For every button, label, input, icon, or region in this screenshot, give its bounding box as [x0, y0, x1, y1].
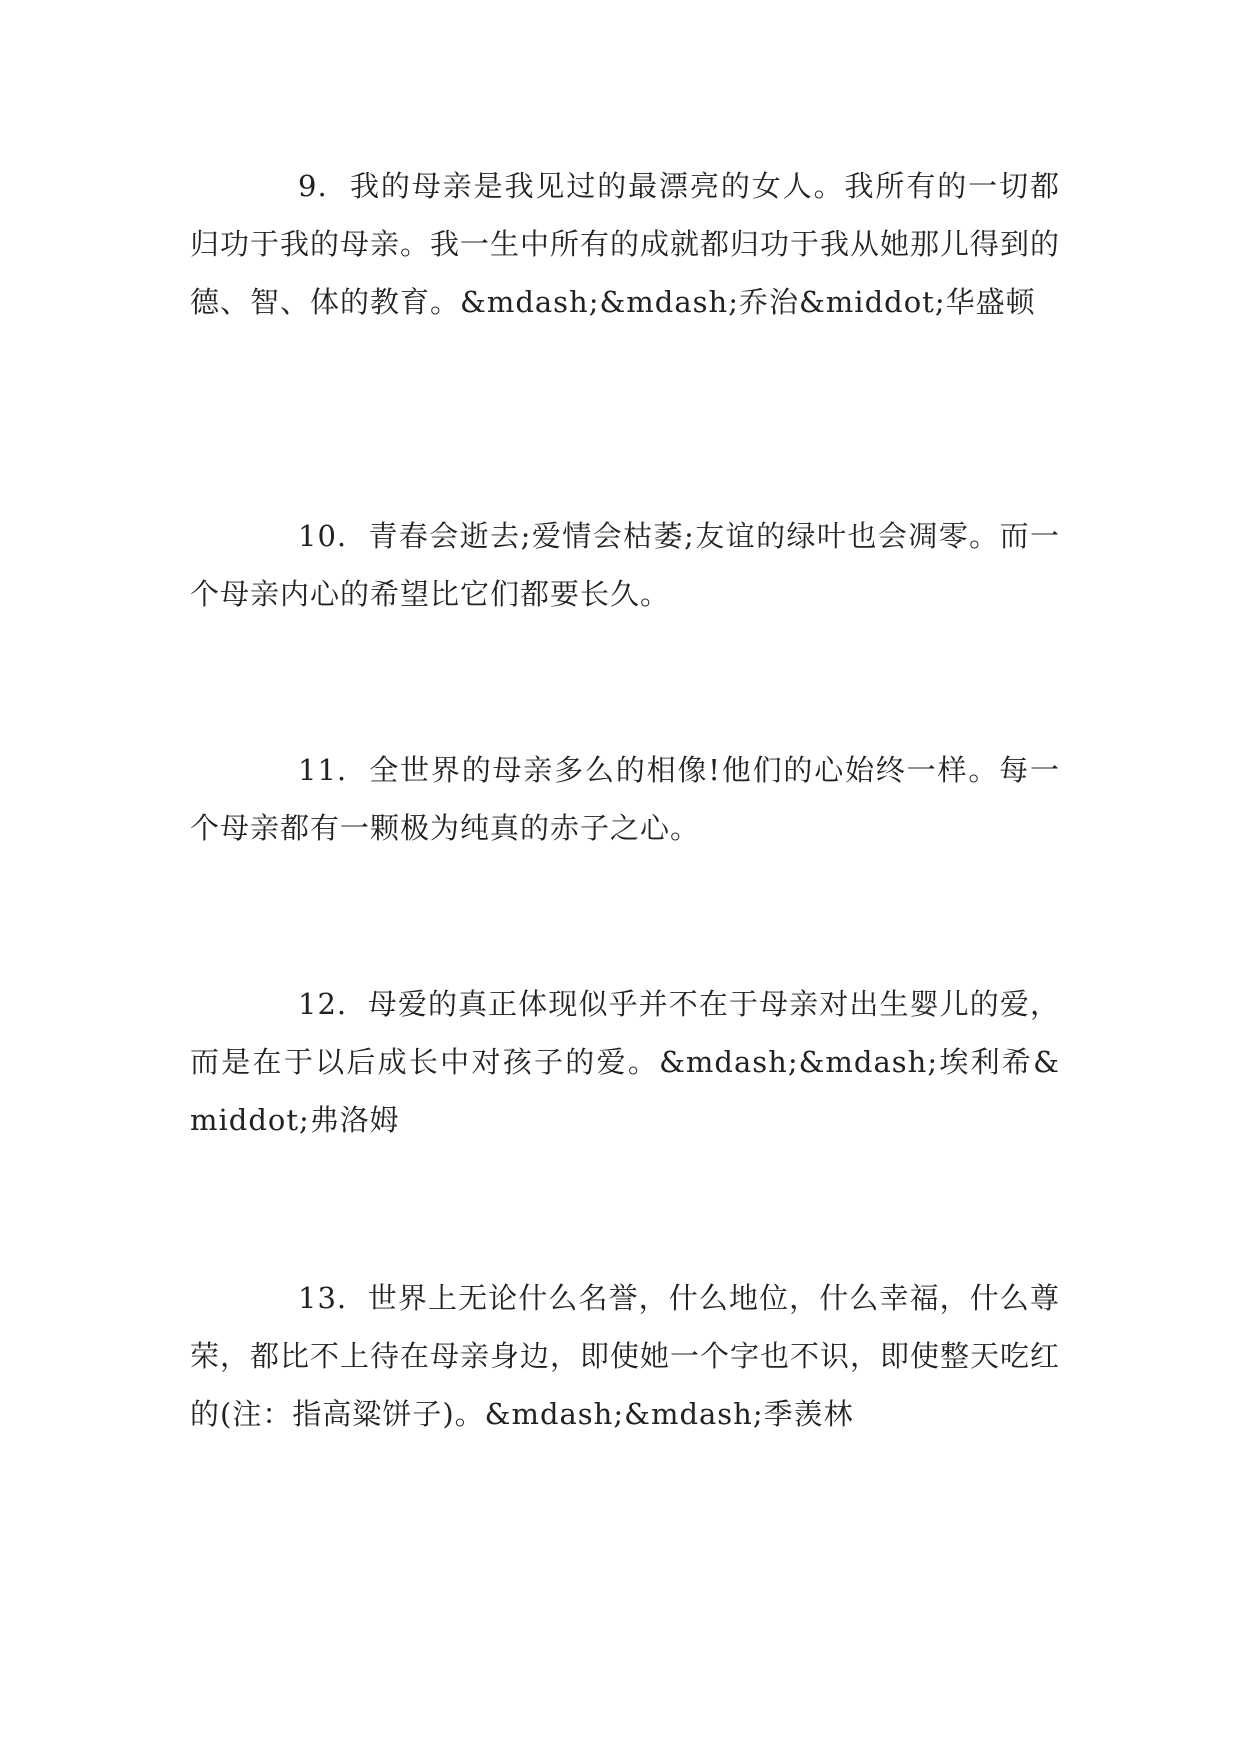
quote-text: 青春会逝去;爱情会枯萎;友谊的绿叶也会凋零。而一个母亲内心的希望比它们都要长久。 — [190, 519, 1060, 611]
quote-number: 12. — [298, 987, 348, 1021]
quote-text: 母爱的真正体现似乎并不在于母亲对出生婴儿的爱，而是在于以后成长中对孩子的爱。&mdash;&mdash;埃利希&middot;弗洛姆 — [190, 987, 1060, 1137]
quote-paragraph — [190, 741, 1060, 857]
quote-text: 全世界的母亲多么的相像!他们的心始终一样。每一个母亲都有一颗极为纯真的赤子之心。 — [190, 753, 1061, 845]
quote-number: 11. — [298, 753, 348, 787]
quote-text: 世界上无论什么名誉，什么地位，什么幸福，什么尊荣，都比不上待在母亲身边，即使她一个字也不识，即使整天吃红的(注：指高粱饼子)。&mdash;&mdash;季羡林 — [190, 1281, 1061, 1431]
quote-text: 我的母亲是我见过的最漂亮的女人。我所有的一切都归功于我的母亲。我一生中所有的成就都归功于我从她那儿得到的德、智、体的教育。&mdash;&mdash;乔治&middot;华盛顿 — [190, 169, 1061, 319]
quote-number: 13. — [298, 1281, 348, 1315]
quote-paragraph — [190, 975, 1060, 1149]
quote-paragraph — [190, 507, 1060, 623]
quote-number: 9. — [298, 169, 328, 203]
quote-paragraph — [190, 157, 1060, 331]
quote-number: 10. — [298, 519, 348, 553]
quote-paragraph — [190, 1269, 1060, 1443]
